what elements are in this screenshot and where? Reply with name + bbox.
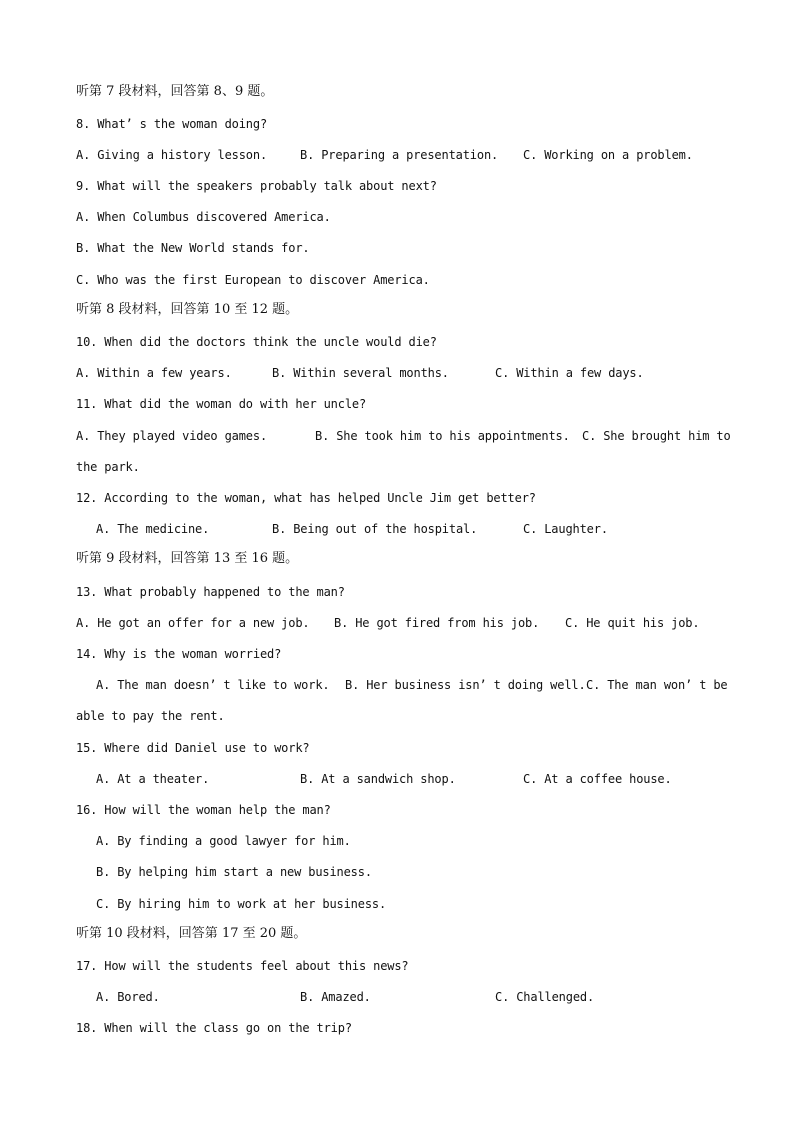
- q15-option-a: A. At a theater.: [96, 772, 210, 786]
- q16-option-a: A. By finding a good lawyer for him.: [96, 834, 351, 848]
- question-8: 8. What’ s the woman doing?: [76, 117, 268, 131]
- q14-option-c-continued: able to pay the rent.: [76, 709, 225, 723]
- question-11: 11. What did the woman do with her uncle?: [76, 397, 367, 411]
- q17-option-b: B. Amazed.: [300, 990, 371, 1004]
- q8-option-b: B. Preparing a presentation.: [300, 148, 499, 162]
- q9-option-a: A. When Columbus discovered America.: [76, 210, 331, 224]
- q12-option-c: C. Laughter.: [523, 522, 608, 536]
- question-10: 10. When did the doctors think the uncle would die?: [76, 335, 437, 349]
- question-16: 16. How will the woman help the man?: [76, 803, 331, 817]
- q14-option-b: B. Her business isn’ t doing well.: [345, 678, 586, 692]
- q9-option-c: C. Who was the first European to discover America.: [76, 273, 430, 287]
- q13-option-b: B. He got fired from his job.: [334, 616, 540, 630]
- q15-option-b: B. At a sandwich shop.: [300, 772, 456, 786]
- q14-option-a: A. The man doesn’ t like to work.: [96, 678, 330, 692]
- question-13: 13. What probably happened to the man?: [76, 585, 345, 599]
- q11-option-c-continued: the park.: [76, 460, 140, 474]
- question-17: 17. How will the students feel about this news?: [76, 959, 409, 973]
- q15-option-c: C. At a coffee house.: [523, 772, 672, 786]
- q12-option-b: B. Being out of the hospital.: [272, 522, 478, 536]
- section-header: 听第 8 段材料，回答第 10 至 12 题。: [76, 302, 299, 317]
- q16-option-b: B. By helping him start a new business.: [96, 865, 372, 879]
- question-18: 18. When will the class go on the trip?: [76, 1021, 352, 1035]
- section-header: 听第 10 段材料，回答第 17 至 20 题。: [76, 926, 307, 941]
- q12-option-a: A. The medicine.: [96, 522, 210, 536]
- section-header: 听第 9 段材料，回答第 13 至 16 题。: [76, 551, 299, 566]
- question-9: 9. What will the speakers probably talk about next?: [76, 179, 437, 193]
- q11-option-c: C. She brought him to: [582, 429, 731, 443]
- q11-option-a: A. They played video games.: [76, 429, 268, 443]
- q9-option-b: B. What the New World stands for.: [76, 241, 310, 255]
- q14-option-c: C. The man won’ t be: [586, 678, 728, 692]
- q8-option-a: A. Giving a history lesson.: [76, 148, 268, 162]
- q17-option-a: A. Bored.: [96, 990, 160, 1004]
- q13-option-c: C. He quit his job.: [565, 616, 700, 630]
- q17-option-c: C. Challenged.: [495, 990, 595, 1004]
- q10-option-b: B. Within several months.: [272, 366, 449, 380]
- question-15: 15. Where did Daniel use to work?: [76, 741, 310, 755]
- q10-option-a: A. Within a few years.: [76, 366, 232, 380]
- q16-option-c: C. By hiring him to work at her business.: [96, 897, 387, 911]
- q10-option-c: C. Within a few days.: [495, 366, 644, 380]
- section-header: 听第 7 段材料，回答第 8、9 题。: [76, 84, 274, 99]
- q13-option-a: A. He got an offer for a new job.: [76, 616, 310, 630]
- q8-option-c: C. Working on a problem.: [523, 148, 693, 162]
- question-12: 12. According to the woman, what has helped Uncle Jim get better?: [76, 491, 536, 505]
- q11-option-b: B. She took him to his appointments.: [315, 429, 570, 443]
- question-14: 14. Why is the woman worried?: [76, 647, 282, 661]
